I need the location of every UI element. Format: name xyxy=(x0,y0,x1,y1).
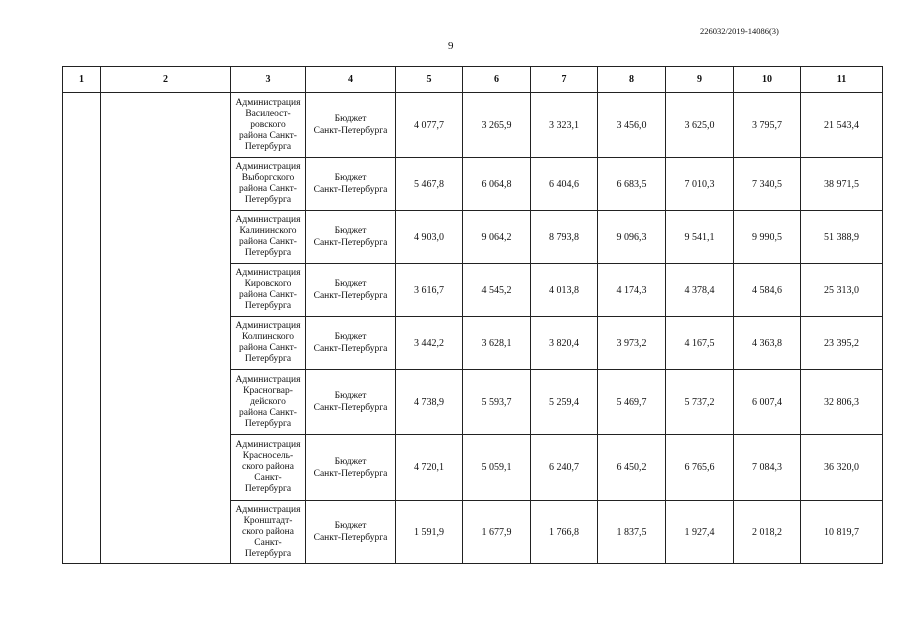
administration-line: Администрация xyxy=(235,440,301,450)
value-cell: 4 167,5 xyxy=(666,317,734,370)
value-cell: 3 820,4 xyxy=(531,317,598,370)
administration-line: Выборгского xyxy=(241,173,295,183)
administration-line: Петербурга xyxy=(244,548,292,559)
funding-source-cell xyxy=(306,158,396,211)
total-value-cell: 38 971,5 xyxy=(801,158,883,211)
administration-line: Санкт- xyxy=(254,473,282,483)
page-number: 9 xyxy=(448,40,454,52)
administration-cell xyxy=(231,370,306,435)
value-cell: 3 625,0 xyxy=(666,93,734,158)
column-1-cell xyxy=(63,93,101,564)
value-cell: 1 927,4 xyxy=(666,501,734,564)
value-cell: 3 442,2 xyxy=(396,317,463,370)
funding-source-line: Санкт-Петербурга xyxy=(313,533,388,543)
administration-line: района Санкт- xyxy=(239,290,297,300)
value-cell: 6 450,2 xyxy=(598,435,666,501)
table-body xyxy=(63,93,883,564)
administration-line: района Санкт- xyxy=(239,343,297,353)
table-header-row xyxy=(63,67,883,93)
column-header: 6 xyxy=(463,67,531,93)
administration-cell xyxy=(231,317,306,370)
administration-line: Петербурга xyxy=(244,141,292,152)
administration-line: Петербурга xyxy=(244,418,292,429)
administration-line: Колпинского xyxy=(242,332,294,342)
administration-line: Администрация xyxy=(235,215,301,225)
funding-source-line: Бюджет xyxy=(334,226,367,236)
value-cell: 6 404,6 xyxy=(531,158,598,211)
value-cell: 3 628,1 xyxy=(463,317,531,370)
administration-line: района Санкт- xyxy=(239,407,297,418)
funding-source-line: Бюджет xyxy=(334,173,367,183)
value-cell: 6 683,5 xyxy=(598,158,666,211)
value-cell: 5 469,7 xyxy=(598,370,666,435)
value-cell: 3 265,9 xyxy=(463,93,531,158)
column-header: 7 xyxy=(531,67,598,93)
column-header: 2 xyxy=(101,67,231,93)
funding-source-line: Санкт-Петербурга xyxy=(313,344,388,354)
document-code: 226032/2019-14086(3) xyxy=(700,26,779,36)
administration-line: Администрация xyxy=(235,321,301,331)
funding-source-line: Санкт-Петербурга xyxy=(313,185,388,195)
funding-source-cell xyxy=(306,317,396,370)
value-cell: 1 837,5 xyxy=(598,501,666,564)
value-cell: 6 765,6 xyxy=(666,435,734,501)
administration-line: Петербурга xyxy=(244,484,292,494)
value-cell: 4 077,7 xyxy=(396,93,463,158)
administration-line: Кронштадт- xyxy=(243,515,293,526)
value-cell: 5 259,4 xyxy=(531,370,598,435)
administration-line: района Санкт- xyxy=(239,130,297,141)
administration-line: Администрация xyxy=(235,268,301,278)
administration-cell xyxy=(231,158,306,211)
administration-line: Петербурга xyxy=(244,248,292,258)
total-value-cell: 10 819,7 xyxy=(801,501,883,564)
total-value-cell: 36 320,0 xyxy=(801,435,883,501)
funding-source-cell xyxy=(306,435,396,501)
funding-source-line: Бюджет xyxy=(334,114,367,124)
funding-source-line: Санкт-Петербурга xyxy=(313,468,388,479)
value-cell: 4 720,1 xyxy=(396,435,463,501)
value-cell: 1 766,8 xyxy=(531,501,598,564)
value-cell: 8 793,8 xyxy=(531,211,598,264)
value-cell: 9 096,3 xyxy=(598,211,666,264)
funding-source-line: Бюджет xyxy=(334,521,367,531)
value-cell: 7 010,3 xyxy=(666,158,734,211)
value-cell: 4 378,4 xyxy=(666,264,734,317)
column-header: 4 xyxy=(306,67,396,93)
value-cell: 4 174,3 xyxy=(598,264,666,317)
funding-source-line: Санкт-Петербурга xyxy=(313,291,388,301)
administration-cell xyxy=(231,211,306,264)
value-cell: 6 064,8 xyxy=(463,158,531,211)
value-cell: 6 007,4 xyxy=(734,370,801,435)
total-value-cell: 21 543,4 xyxy=(801,93,883,158)
value-cell: 1 677,9 xyxy=(463,501,531,564)
administration-line: Санкт- xyxy=(254,537,282,548)
value-cell: 4 013,8 xyxy=(531,264,598,317)
value-cell: 3 795,7 xyxy=(734,93,801,158)
administration-cell xyxy=(231,435,306,501)
funding-source-line: Санкт-Петербурга xyxy=(313,403,388,413)
administration-line: Администрация xyxy=(235,162,301,172)
value-cell: 4 363,8 xyxy=(734,317,801,370)
value-cell: 7 340,5 xyxy=(734,158,801,211)
value-cell: 1 591,9 xyxy=(396,501,463,564)
value-cell: 3 456,0 xyxy=(598,93,666,158)
funding-source-cell xyxy=(306,211,396,264)
value-cell: 4 738,9 xyxy=(396,370,463,435)
column-header: 8 xyxy=(598,67,666,93)
total-value-cell: 32 806,3 xyxy=(801,370,883,435)
value-cell: 3 973,2 xyxy=(598,317,666,370)
administration-line: района Санкт- xyxy=(239,184,297,194)
value-cell: 9 064,2 xyxy=(463,211,531,264)
value-cell: 7 084,3 xyxy=(734,435,801,501)
administration-line: Красносель- xyxy=(242,451,294,461)
funding-source-line: Бюджет xyxy=(334,391,367,401)
value-cell: 3 616,7 xyxy=(396,264,463,317)
value-cell: 5 467,8 xyxy=(396,158,463,211)
administration-line: дейского xyxy=(250,396,286,407)
administration-line: Петербурга xyxy=(244,354,292,364)
administration-line: ского района xyxy=(242,462,294,472)
funding-source-cell xyxy=(306,501,396,564)
column-header: 9 xyxy=(666,67,734,93)
funding-source-line: Бюджет xyxy=(334,332,367,342)
administration-line: Администрация xyxy=(235,97,301,108)
funding-source-line: Санкт-Петербурга xyxy=(313,126,388,136)
total-value-cell: 51 388,9 xyxy=(801,211,883,264)
value-cell: 4 584,6 xyxy=(734,264,801,317)
funding-source-line: Бюджет xyxy=(334,279,367,289)
value-cell: 9 541,1 xyxy=(666,211,734,264)
administration-line: Администрация xyxy=(235,374,301,385)
value-cell: 5 737,2 xyxy=(666,370,734,435)
table-row xyxy=(63,93,883,158)
value-cell: 4 903,0 xyxy=(396,211,463,264)
administration-cell xyxy=(231,93,306,158)
funding-source-line: Санкт-Петербурга xyxy=(313,238,388,248)
column-header: 3 xyxy=(231,67,306,93)
column-header: 11 xyxy=(801,67,883,93)
administration-line: ского района xyxy=(242,526,294,537)
funding-source-line: Бюджет xyxy=(334,456,367,467)
total-value-cell: 25 313,0 xyxy=(801,264,883,317)
funding-source-cell xyxy=(306,370,396,435)
administration-cell xyxy=(231,501,306,564)
administration-line: Администрация xyxy=(235,504,301,515)
administration-line: Красногвар- xyxy=(243,385,293,396)
administration-line: района Санкт- xyxy=(239,237,297,247)
column-header: 5 xyxy=(396,67,463,93)
funding-source-cell xyxy=(306,93,396,158)
column-header: 1 xyxy=(63,67,101,93)
value-cell: 9 990,5 xyxy=(734,211,801,264)
value-cell: 4 545,2 xyxy=(463,264,531,317)
administration-line: Петербурга xyxy=(244,301,292,311)
value-cell: 2 018,2 xyxy=(734,501,801,564)
administration-cell xyxy=(231,264,306,317)
value-cell: 5 593,7 xyxy=(463,370,531,435)
budget-table xyxy=(62,66,883,564)
administration-line: ровского xyxy=(250,119,286,130)
value-cell: 3 323,1 xyxy=(531,93,598,158)
administration-line: Калининского xyxy=(239,226,297,236)
funding-source-cell xyxy=(306,264,396,317)
administration-line: Петербурга xyxy=(244,195,292,205)
administration-line: Василеост- xyxy=(245,108,291,119)
total-value-cell: 23 395,2 xyxy=(801,317,883,370)
administration-line: Кировского xyxy=(244,279,292,289)
column-2-cell xyxy=(101,93,231,564)
value-cell: 5 059,1 xyxy=(463,435,531,501)
column-header: 10 xyxy=(734,67,801,93)
value-cell: 6 240,7 xyxy=(531,435,598,501)
